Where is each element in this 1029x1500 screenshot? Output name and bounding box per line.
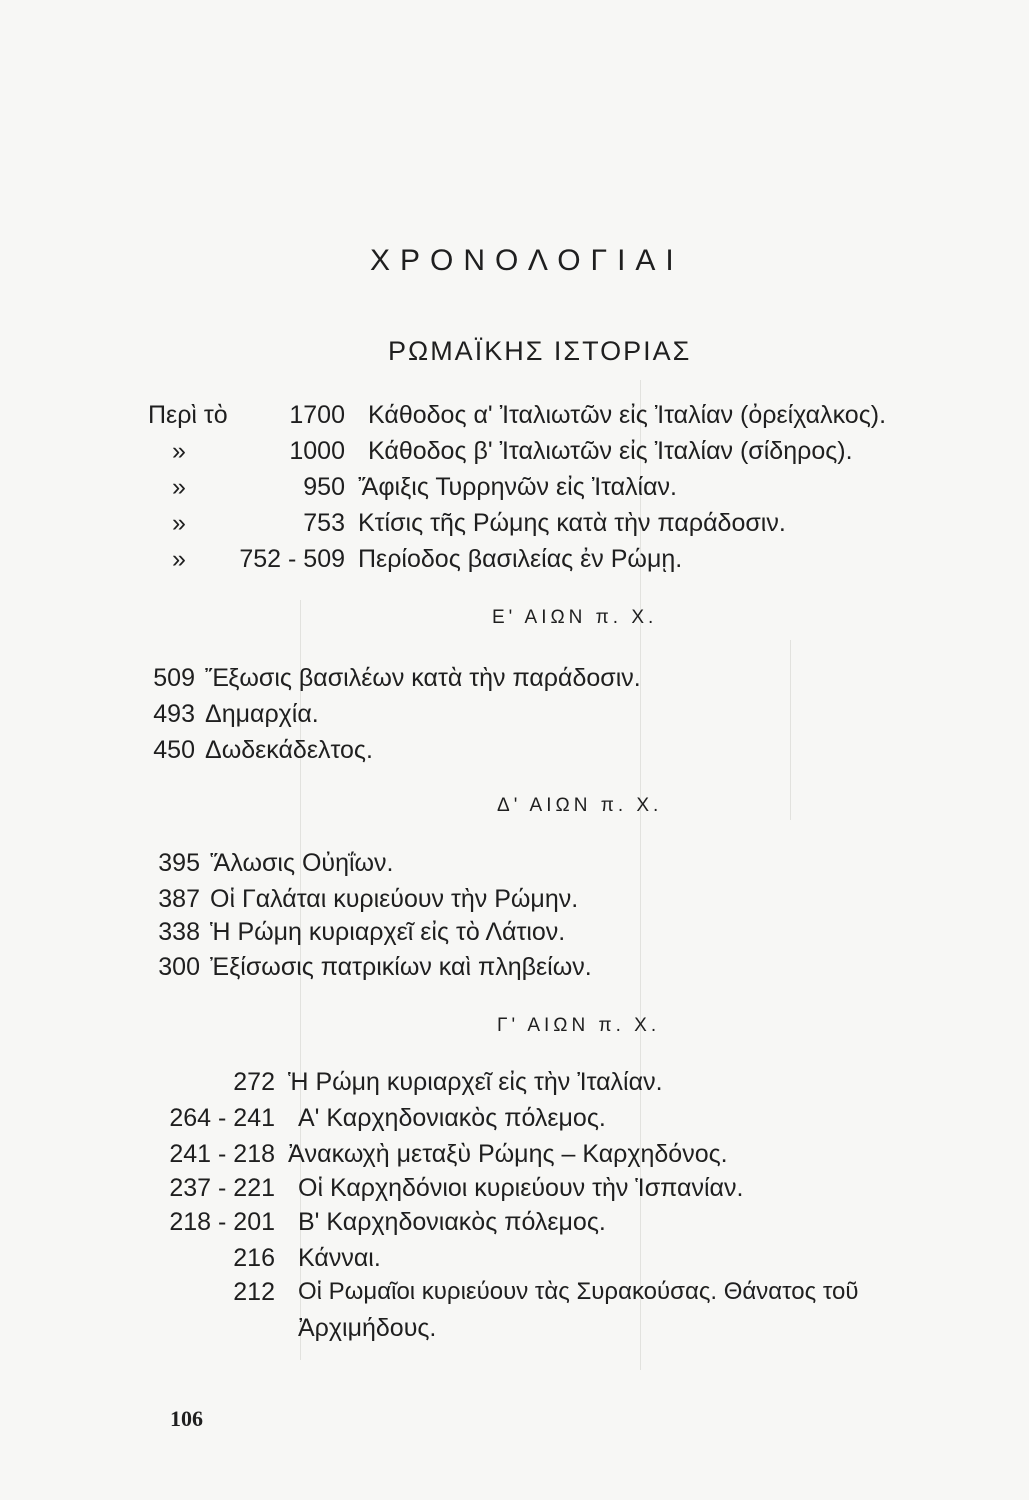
timeline-entry <box>0 1067 1029 1097</box>
entry-text: Β' Καρχηδονιακὸς πόλεμος. <box>298 1208 606 1236</box>
entry-text: Ἐξίσωσις πατρικίων καὶ πληβείων. <box>210 953 592 981</box>
entry-year: 300 <box>158 953 200 981</box>
timeline-entry <box>0 436 1029 466</box>
timeline-entry <box>0 1139 1029 1169</box>
entry-year: 450 <box>153 736 195 764</box>
entry-text: Οἱ Καρχηδόνιοι κυριεύουν τὴν Ἱσπανίαν. <box>298 1174 744 1202</box>
entry-year: 950 <box>303 473 345 501</box>
entry-year: 752 - 509 <box>239 545 345 573</box>
timeline-entry <box>0 952 1029 982</box>
entry-year: 387 <box>158 885 200 913</box>
entry-text: Ἀνακωχὴ μεταξὺ Ρώμης – Καρχηδόνος. <box>288 1140 728 1168</box>
entry-text: Κάνναι. <box>298 1244 381 1272</box>
entry-text: Δωδεκάδελτος. <box>205 736 373 764</box>
page-number: 106 <box>170 1406 203 1431</box>
timeline-entry <box>0 699 1029 729</box>
entry-year: 272 <box>233 1068 275 1096</box>
entry-year: 753 <box>303 509 345 537</box>
entry-text: Περίοδος βασιλείας ἐν Ρώμῃ. <box>358 545 683 573</box>
entry-year: 493 <box>153 700 195 728</box>
entry-text: Κτίσις τῆς Ρώμης κατὰ τὴν παράδοσιν. <box>358 509 786 537</box>
entry-text: Ἡ Ρώμη κυριαρχεῖ εἰς τὸ Λάτιον. <box>210 918 566 946</box>
entry-year: 395 <box>158 849 200 877</box>
entry-year: 1000 <box>289 437 345 465</box>
entry-year: 212 <box>233 1278 275 1306</box>
entry-text: Ἀρχιμήδους. <box>298 1314 437 1342</box>
entry-prefix: Περὶ τὸ <box>148 401 228 429</box>
timeline-entry <box>0 1243 1029 1273</box>
entry-year: 216 <box>233 1244 275 1272</box>
entry-text: Ἔξωσις βασιλέων κατὰ τὴν παράδοσιν. <box>205 664 641 692</box>
page-subtitle: ΡΩΜΑΪΚΗΣ ΙΣΤΟΡΙΑΣ <box>388 336 692 366</box>
timeline-entry <box>0 735 1029 765</box>
timeline-entry <box>0 544 1029 574</box>
timeline-entry <box>0 663 1029 693</box>
entry-year: 218 - 201 <box>169 1208 275 1236</box>
timeline-entry <box>0 1207 1029 1237</box>
entry-year: 241 - 218 <box>169 1140 275 1168</box>
timeline-entry-continuation <box>0 1313 1029 1343</box>
timeline-entry <box>0 508 1029 538</box>
entry-year: 264 - 241 <box>169 1104 275 1132</box>
entry-prefix: » <box>172 473 186 501</box>
timeline-entry <box>0 917 1029 947</box>
timeline-entry <box>0 848 1029 878</box>
entry-text: Ἡ Ρώμη κυριαρχεῖ εἰς τὴν Ἰταλίαν. <box>288 1068 663 1096</box>
entry-year: 338 <box>158 918 200 946</box>
timeline-entry <box>0 884 1029 914</box>
entry-text: Α' Καρχηδονιακὸς πόλεμος. <box>298 1104 606 1132</box>
entry-year: 237 - 221 <box>169 1174 275 1202</box>
timeline-entry <box>0 1173 1029 1203</box>
entry-text: Οἱ Ρωμαῖοι κυριεύουν τὰς Συρακούσας. Θάνατος τοῦ <box>298 1278 859 1305</box>
century-heading: Ε' ΑΙΩΝ π. Χ. <box>492 607 658 628</box>
entry-prefix: » <box>172 509 186 537</box>
century-heading: Δ' ΑΙΩΝ π. Χ. <box>497 795 663 816</box>
entry-prefix: » <box>172 545 186 573</box>
entry-text: Κάθοδος α' Ἰταλιωτῶν εἰς Ἰταλίαν (ὀρείχαλκος). <box>368 401 887 429</box>
entry-text: Ἅλωσις Οὐηΐων. <box>210 849 394 877</box>
timeline-entry <box>0 400 1029 430</box>
timeline-entry <box>0 1277 1029 1307</box>
entry-text: Κάθοδος β' Ἰταλιωτῶν εἰς Ἰταλίαν (σίδηρος). <box>368 437 853 465</box>
entry-prefix: » <box>172 437 186 465</box>
timeline-entry <box>0 1103 1029 1133</box>
entry-text: Ἄφιξις Τυρρηνῶν εἰς Ἰταλίαν. <box>358 473 678 501</box>
century-heading: Γ' ΑΙΩΝ π. Χ. <box>497 1015 661 1036</box>
page-title: ΧΡΟΝΟΛΟΓΙΑΙ <box>370 244 684 277</box>
timeline-entry <box>0 472 1029 502</box>
entry-year: 509 <box>153 664 195 692</box>
entry-text: Δημαρχία. <box>205 700 319 728</box>
entry-text: Οἱ Γαλάται κυριεύουν τὴν Ρώμην. <box>210 885 579 913</box>
entry-year: 1700 <box>289 401 345 429</box>
